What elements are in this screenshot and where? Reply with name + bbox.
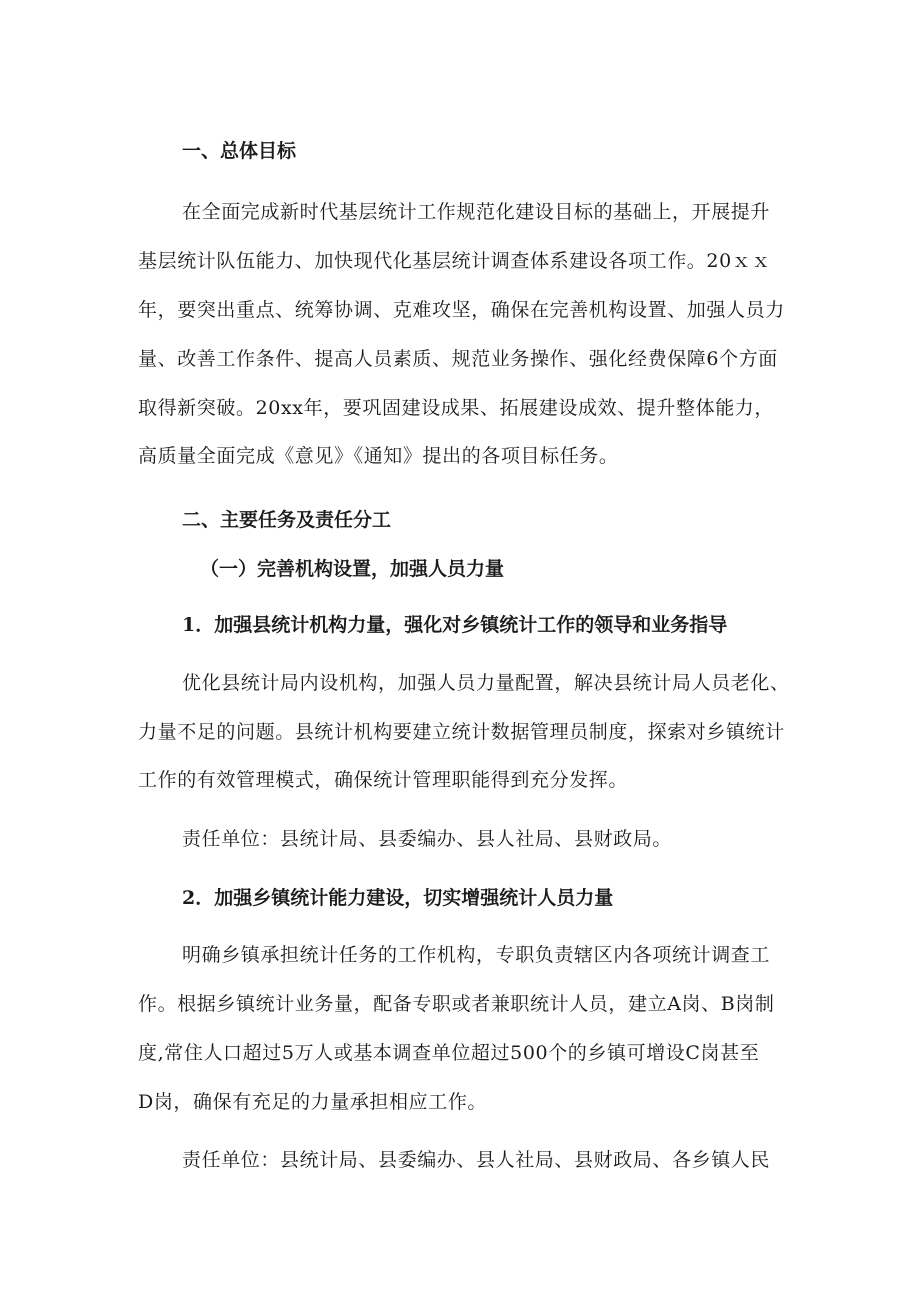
paragraph-line: 度,常住人口超过5万人或基本调查单位超过500个的乡镇可增设C岗甚至 [138,1042,760,1064]
item-heading-2: 2．加强乡镇统计能力建设，切实增强统计人员力量 [182,887,614,909]
item-heading-1: 1．加强县统计机构力量，强化对乡镇统计工作的领导和业务指导 [182,614,728,636]
paragraph-line: 年，要突出重点、统筹协调、克难攻坚，确保在完善机构设置、加强人员力 [138,299,785,321]
paragraph-line: D岗，确保有充足的力量承担相应工作。 [138,1091,488,1113]
section-heading-overall-goal: 一、总体目标 [182,140,297,162]
paragraph-line: 高质量全面完成《意见》《通知》提出的各项目标任务。 [138,445,619,467]
paragraph-line: 在全面完成新时代基层统计工作规范化建设目标的基础上，开展提升 [182,201,771,223]
responsibility-line-2: 责任单位：县统计局、县委编办、县人社局、县财政局、各乡镇人民 [182,1149,771,1171]
paragraph-line: 明确乡镇承担统计任务的工作机构，专职负责辖区内各项统计调查工 [182,944,771,966]
section-heading-main-tasks: 二、主要任务及责任分工 [182,509,392,531]
paragraph-line: 力量不足的问题。县统计机构要建立统计数据管理员制度，探索对乡镇统计 [138,721,785,743]
responsibility-line-1: 责任单位：县统计局、县委编办、县人社局、县财政局。 [182,828,673,850]
paragraph-line: 优化县统计局内设机构，加强人员力量配置，解决县统计局人员老化、 [182,672,790,694]
paragraph-line: 量、改善工作条件、提高人员素质、规范业务操作、强化经费保障6个方面 [138,348,778,370]
paragraph-line: 基层统计队伍能力、加快现代化基层统计调查体系建设各项工作。20ｘｘ [138,250,771,272]
paragraph-line: 取得新突破。20xx年，要巩固建设成果、拓展建设成效、提升整体能力， [138,397,775,419]
paragraph-line: 作。根据乡镇统计业务量，配备专职或者兼职统计人员，建立A岗、B岗制 [138,993,775,1015]
paragraph-line: 工作的有效管理模式，确保统计管理职能得到充分发挥。 [138,769,629,791]
subsection-heading: （一）完善机构设置，加强人员力量 [200,558,505,580]
